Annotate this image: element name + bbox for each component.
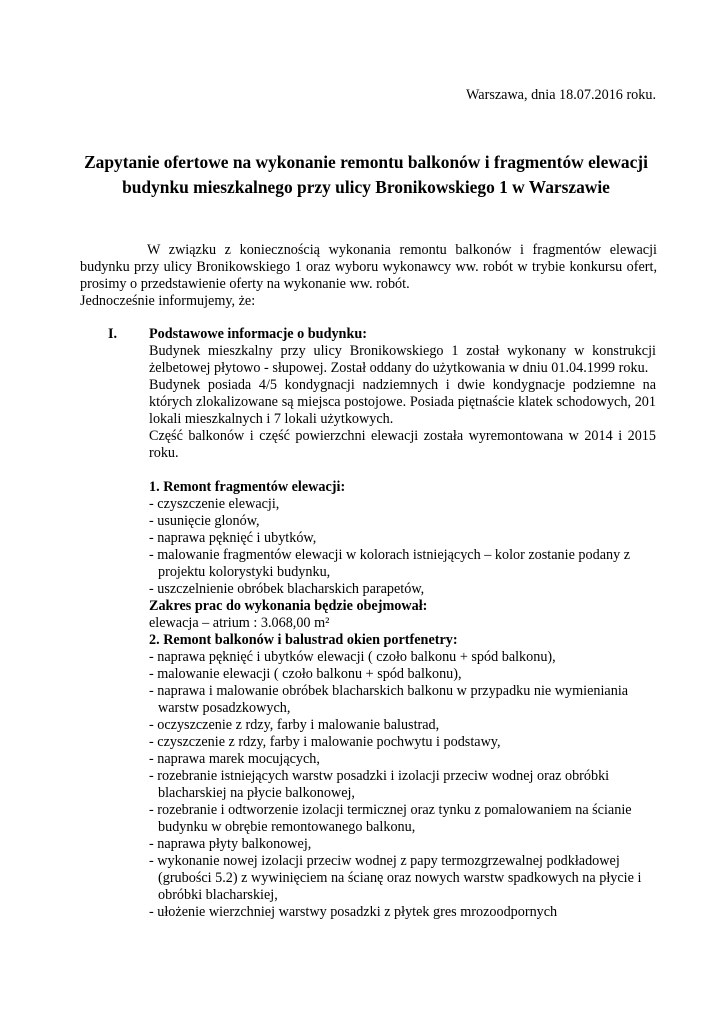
list-item: - uszczelnienie obróbek blacharskich parapetów, (149, 581, 425, 597)
list-item: - oczyszczenie z rdzy, farby i malowanie balustrad, (149, 717, 440, 733)
list-item: - naprawa płyty balkonowej, (149, 836, 312, 852)
list-item: - naprawa pęknięć i ubytków, (149, 530, 317, 546)
list-item: - malowanie elewacji ( czoło balkonu + spód balkonu), (149, 666, 462, 682)
intro-block (80, 242, 657, 310)
renovation-note: Część balkonów i część powierzchni elewacji została wyremontowana w 2014 i 2015 roku. (149, 428, 656, 461)
intro-paragraph: W związku z koniecznością wykonania remontu balkonów i fragmentów elewacji budynku przy ulicy Bronikowskiego 1 oraz wyboru wykonawcy ww. robót w trybie konkursu ofert, prosimy o przedstawienie oferty na wykonanie ww. robót. (80, 242, 657, 292)
intro-line: Jednocześnie informujemy, że: (80, 293, 256, 309)
list-item: - rozebranie i odtworzenie izolacji termicznej oraz tynku z pomalowaniem na ścianie budynku w obrębie remontowanego balkonu, (149, 802, 632, 835)
section-number: I. (108, 326, 118, 342)
scope-heading: Zakres prac do wykonania będzie obejmował: (149, 598, 428, 614)
list-item: - naprawa i malowanie obróbek blacharskich balkonu w przypadku nie wymieniania warstw posadzkowych, (149, 683, 629, 716)
scope-value: elewacja – atrium : 3.068,00 m² (149, 615, 330, 631)
document-date: Warszawa, dnia 18.07.2016 roku. (466, 87, 656, 103)
list-item: - wykonanie nowej izolacji przeciw wodnej z papy termozgrzewalnej podkładowej (grubości 5.2) z wywinięciem na ścianę oraz nowych warstw spadkowych na płycie i obróbki blacharskiej, (149, 853, 642, 903)
list-item: - rozebranie istniejących warstw posadzki i izolacji przeciw wodnej oraz obróbki blacharskiej na płycie balkonowej, (149, 768, 610, 801)
subsection-1-list (149, 496, 656, 598)
building-description: Budynek mieszkalny przy ulicy Bronikowskiego 1 został wykonany w konstrukcji żelbetowej płytowo - słupowej. Został oddany do użytkowania w dniu 01.04.1999 roku. (149, 343, 656, 376)
building-floors: Budynek posiada 4/5 kondygnacji nadziemnych i dwie kondygnacje podziemne na których zlokalizowane są miejsca postojowe. Posiada piętnaście klatek schodowych, 201 lokali mieszkalnych i 7 lokali użytkowych. (149, 377, 656, 427)
section-heading: Podstawowe informacje o budynku: (149, 326, 367, 342)
list-item: - czyszczenie z rdzy, farby i malowanie pochwytu i podstawy, (149, 734, 501, 750)
list-item: - naprawa marek mocujących, (149, 751, 320, 767)
subsection-1-heading: 1. Remont fragmentów elewacji: (149, 479, 346, 495)
list-item: - ułożenie wierzchniej warstwy posadzki z płytek gres mrozoodpornych (149, 904, 558, 920)
section-body (149, 326, 656, 921)
spacer (149, 462, 656, 479)
subsection-2-heading: 2. Remont balkonów i balustrad okien portfenetry: (149, 632, 458, 648)
list-item: - malowanie fragmentów elewacji w kolorach istniejących – kolor zostanie podany z projektu kolorystyki budynku, (149, 547, 631, 580)
list-item: - usunięcie glonów, (149, 513, 260, 529)
list-item: - naprawa pęknięć i ubytków elewacji ( czoło balkonu + spód balkonu), (149, 649, 556, 665)
subsection-2-list (149, 649, 656, 921)
document-title: Zapytanie ofertowe na wykonanie remontu balkonów i fragmentów elewacji budynku mieszkalnego przy ulicy Bronikowskiego 1 w Warszawie (84, 152, 648, 197)
list-item: - czyszczenie elewacji, (149, 496, 280, 512)
